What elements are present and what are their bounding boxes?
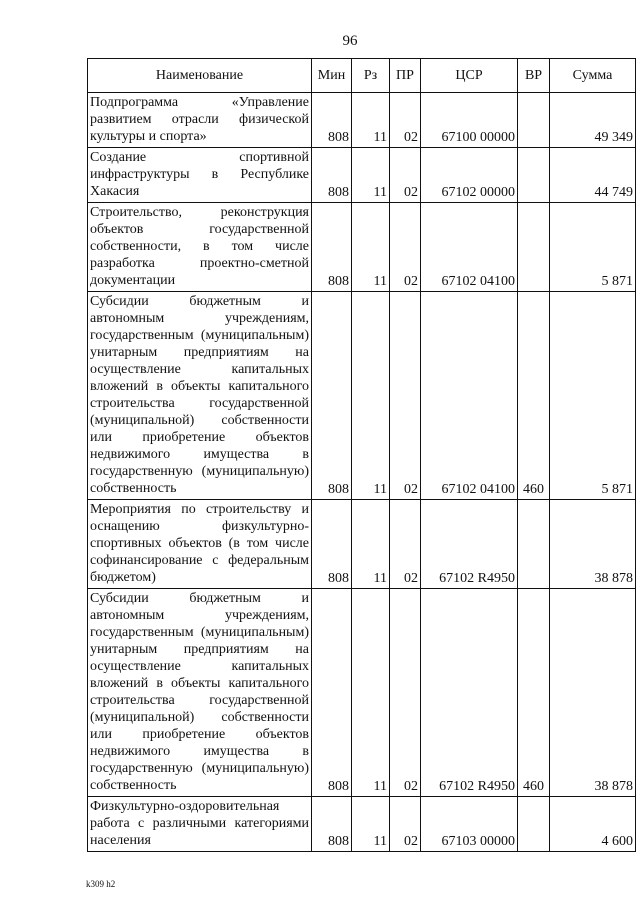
row-name: Подпрограмма «Управление развитием отрасли физической культуры и спорта» [88,93,312,148]
row-rz: 11 [352,500,390,589]
row-rz: 11 [352,292,390,500]
column-header-csr: ЦСР [421,59,518,93]
row-rz: 11 [352,93,390,148]
footer-code: k309 h2 [86,879,116,889]
row-name: Субсидии бюджетным и автономным учреждениям, государственным (муниципальным) унитарным предприятиям на осуществление капитальных вложений в объекты капитального строительства государственной (муниципальной) собственности или приобретение объектов недвижимого имущества в государственную (муниципальную) собственность [88,292,312,500]
row-rz: 11 [352,797,390,852]
column-header-pr: ПР [390,59,421,93]
row-pr: 02 [390,203,421,292]
row-vr [518,500,550,589]
row-name: Мероприятия по строительству и оснащению физкультурно-спортивных объектов (в том числе софинансирование с федеральным бюджетом) [88,500,312,589]
row-sum: 49 349 [550,93,636,148]
row-pr: 02 [390,797,421,852]
row-vr: 460 [518,292,550,500]
column-header-name: Наименование [88,59,312,93]
row-pr: 02 [390,148,421,203]
column-header-sum: Сумма [550,59,636,93]
row-name: Строительство, реконструкция объектов государственной собственности, в том числе разработка проектно-сметной документации [88,203,312,292]
table-row [88,292,636,500]
row-min: 808 [312,500,352,589]
row-vr [518,203,550,292]
row-min: 808 [312,797,352,852]
row-csr: 67102 R4950 [421,589,518,797]
table-row [88,589,636,797]
row-csr: 67102 R4950 [421,500,518,589]
row-csr: 67102 00000 [421,148,518,203]
row-vr [518,93,550,148]
column-header-min: Мин [312,59,352,93]
row-csr: 67103 00000 [421,797,518,852]
column-header-rz: Рз [352,59,390,93]
row-min: 808 [312,148,352,203]
row-vr: 460 [518,589,550,797]
table-header-row [88,59,636,93]
row-sum: 38 878 [550,589,636,797]
row-vr [518,797,550,852]
row-sum: 38 878 [550,500,636,589]
row-name: Субсидии бюджетным и автономным учреждениям, государственным (муниципальным) унитарным предприятиям на осуществление капитальных вложений в объекты капитального строительства государственной (муниципальной) собственности или приобретение объектов недвижимого имущества в государственную (муниципальную) собственность [88,589,312,797]
row-sum: 5 871 [550,203,636,292]
row-pr: 02 [390,93,421,148]
row-name: Создание спортивной инфраструктуры в Республике Хакасия [88,148,312,203]
row-rz: 11 [352,589,390,797]
row-rz: 11 [352,203,390,292]
budget-table [87,58,636,852]
row-csr: 67102 04100 [421,203,518,292]
table-row [88,203,636,292]
table-row [88,93,636,148]
row-min: 808 [312,292,352,500]
row-vr [518,148,550,203]
row-min: 808 [312,589,352,797]
row-rz: 11 [352,148,390,203]
table-row [88,148,636,203]
row-sum: 44 749 [550,148,636,203]
row-name: Физкультурно-оздоровительная работа с различными категориями населения [88,797,312,852]
row-sum: 5 871 [550,292,636,500]
column-header-vr: ВР [518,59,550,93]
row-pr: 02 [390,500,421,589]
row-pr: 02 [390,589,421,797]
row-csr: 67102 04100 [421,292,518,500]
row-sum: 4 600 [550,797,636,852]
row-min: 808 [312,93,352,148]
table-row [88,500,636,589]
table-row [88,797,636,852]
row-min: 808 [312,203,352,292]
page-number: 96 [342,33,358,49]
row-pr: 02 [390,292,421,500]
row-csr: 67100 00000 [421,93,518,148]
